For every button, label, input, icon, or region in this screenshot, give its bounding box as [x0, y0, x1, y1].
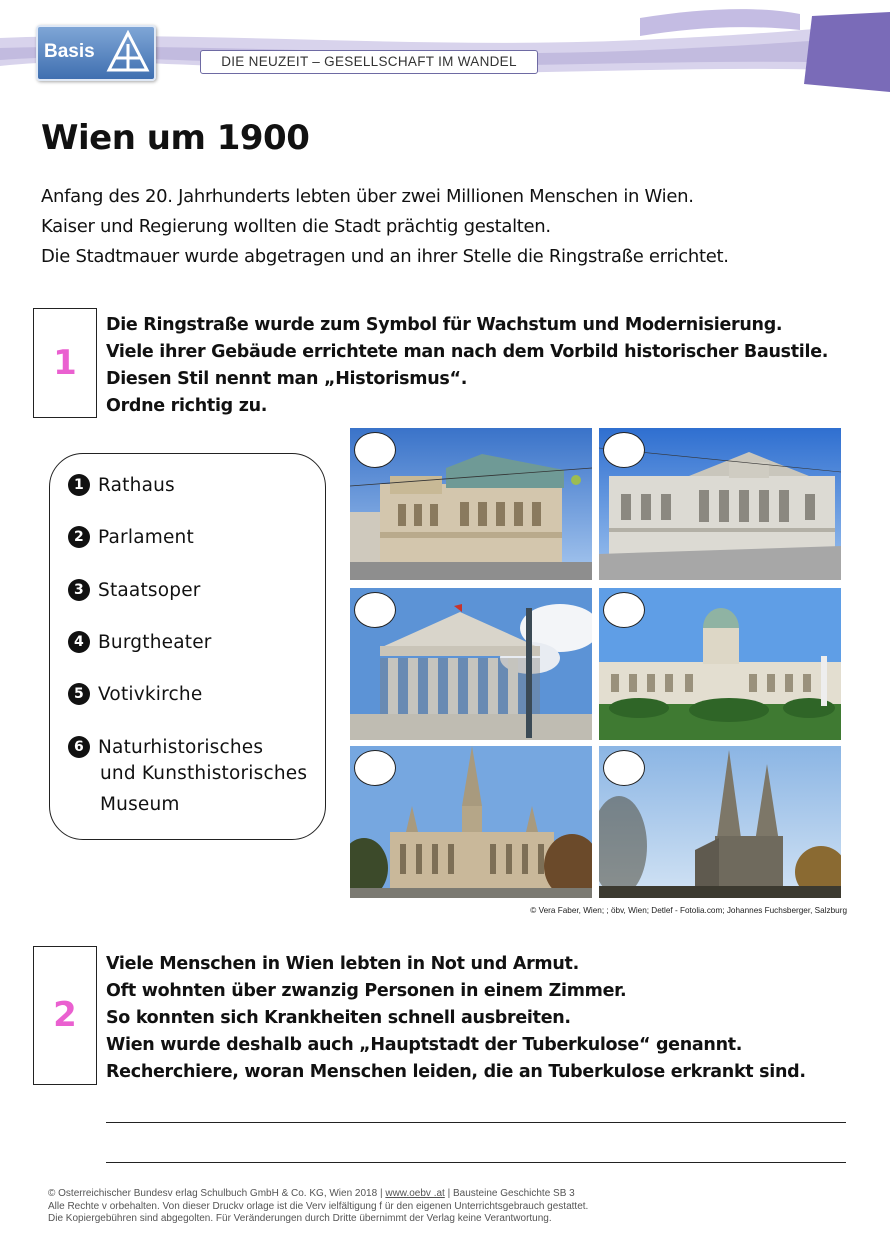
answer-line[interactable] [106, 1122, 846, 1123]
choice-label-line2: und Kunsthistorisches [100, 763, 308, 784]
basis-logo [36, 25, 156, 81]
choice-staatsoper [68, 579, 201, 601]
choice-rathaus [68, 474, 175, 496]
photo-parlament [350, 588, 592, 740]
footer-copyright: © Osterreichischer Bundesv erlag Schulbuch GmbH & Co. KG, Wien 2018 | [48, 1188, 386, 1199]
answer-circle[interactable] [354, 432, 396, 468]
task-number-2: 2 [33, 946, 97, 1085]
publisher-link[interactable]: www.oebv .at [385, 1188, 445, 1199]
footer [48, 1188, 848, 1226]
task2-line: So konnten sich Krankheiten schnell ausbreiten. [106, 1008, 571, 1028]
intro-line: Anfang des 20. Jahrhunderts lebten über zwei Millionen Menschen in Wien. [41, 186, 694, 207]
choice-burgtheater [68, 631, 212, 653]
choice-number: 1 [68, 474, 90, 496]
choice-number: 4 [68, 631, 90, 653]
task1-line: Viele ihrer Gebäude errichtete man nach dem Vorbild historischer Baustile. [106, 342, 829, 362]
choice-label: Naturhistorisches [98, 737, 264, 758]
answer-circle[interactable] [603, 750, 645, 786]
triangle-logo-icon [106, 30, 150, 74]
choice-parlament [68, 526, 194, 548]
task1-instructions [106, 312, 876, 420]
footer-book: | Bausteine Geschichte SB 3 [444, 1188, 575, 1199]
task2-instructions [106, 951, 876, 1086]
choice-number: 5 [68, 683, 90, 705]
answer-line[interactable] [106, 1162, 846, 1163]
photo-museum [599, 588, 841, 740]
photo-staatsoper [350, 428, 592, 580]
intro-text [41, 182, 861, 272]
choice-number: 2 [68, 526, 90, 548]
choice-label-line3: Museum [100, 794, 180, 815]
choice-museum [68, 736, 307, 820]
choices-box [49, 453, 326, 840]
task-number-1: 1 [33, 308, 97, 418]
photo-credit: © Vera Faber, Wien; ; öbv, Wien; Detlef - Fotolia.com; Johannes Fuchsberger, Salzburg [530, 906, 847, 915]
page-title: Wien um 1900 [41, 118, 310, 158]
intro-line: Kaiser und Regierung wollten die Stadt prächtig gestalten. [41, 216, 551, 237]
photo-rathaus [350, 746, 592, 898]
logo-text: Basis [44, 41, 95, 62]
choice-number: 3 [68, 579, 90, 601]
task2-line: Viele Menschen in Wien lebten in Not und Armut. [106, 954, 579, 974]
photo-votivkirche [599, 746, 841, 898]
choice-number: 6 [68, 736, 90, 758]
choice-label: Votivkirche [98, 684, 203, 705]
task2-line: Oft wohnten über zwanzig Personen in einem Zimmer. [106, 981, 627, 1001]
footer-line-2: Alle Rechte v orbehalten. Von dieser Druckv orlage ist die Verv ielfältigung f ür den eigenen Unterrichtsgebrauch gestattet. [48, 1200, 589, 1212]
answer-circle[interactable] [354, 592, 396, 628]
answer-circle[interactable] [603, 432, 645, 468]
answer-circle[interactable] [354, 750, 396, 786]
task2-line: Wien wurde deshalb auch „Hauptstadt der Tuberkulose“ genannt. [106, 1035, 743, 1055]
task1-line: Die Ringstraße wurde zum Symbol für Wachstum und Modernisierung. [106, 315, 783, 335]
footer-line-3: Die Kopiergebühren sind abgegolten. Für Veränderungen durch Dritte übernimmt der Verlag keine Verantwortung. [48, 1213, 552, 1224]
choice-label: Parlament [98, 527, 194, 548]
choice-votivkirche [68, 683, 202, 705]
photo-burgtheater [599, 428, 841, 580]
task1-line: Ordne richtig zu. [106, 396, 268, 416]
series-title: DIE NEUZEIT – GESELLSCHAFT IM WANDEL [200, 50, 538, 74]
footer-line-1 [48, 1188, 848, 1201]
task1-line: Diesen Stil nennt man „Historismus“. [106, 369, 468, 389]
choice-label: Staatsoper [98, 580, 201, 601]
choice-label: Rathaus [98, 475, 175, 496]
task2-line: Recherchiere, woran Menschen leiden, die an Tuberkulose erkrankt sind. [106, 1062, 806, 1082]
intro-line: Die Stadtmauer wurde abgetragen und an ihrer Stelle die Ringstraße errichtet. [41, 246, 729, 267]
choice-label: Burgtheater [98, 632, 212, 653]
answer-circle[interactable] [603, 592, 645, 628]
